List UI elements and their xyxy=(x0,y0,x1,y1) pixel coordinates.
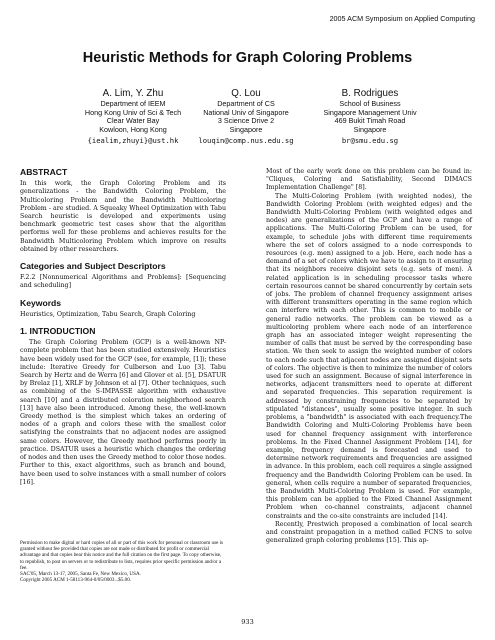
author-affiliation: Department of CS xyxy=(217,99,275,108)
paper-title: Heuristic Methods for Graph Coloring Problems xyxy=(82,50,413,66)
body-paragraph: Recently, Prestwich proposed a combination of local search and constraint propagation in a method called FCNS to solve generalized graph coloring problems [15]. This ap- xyxy=(266,520,472,545)
author-affiliation: Singapore Management Univ xyxy=(323,107,417,117)
abstract-heading: ABSTRACT xyxy=(20,167,68,177)
left-column xyxy=(20,168,226,487)
conference-header: 2005 ACM Symposium on Applied Computing xyxy=(329,14,475,23)
author-affiliation: 3 Science Drive 2 xyxy=(217,116,275,126)
author-email: br@smu.edu.sg xyxy=(341,136,399,146)
author-email: {iealim,zhuyi}@ust.hk xyxy=(87,136,179,146)
permission-notice xyxy=(20,540,226,583)
permission-text: Permission to make digital or hard copies of all or part of this work for personal or classroom use is granted without fee provided that copies are not made or distributed for profit or commercial advantage and that copies bear this notice and the full citation on the first page. To copy otherwise, to republish, to post on servers or to redistribute to lists, requires prior specific permission and/or a fee. xyxy=(20,540,223,571)
page-number: 933 xyxy=(241,618,254,626)
author-affiliation: National Univ of Singapore xyxy=(203,107,289,117)
author-affiliation: Clear Water Bay xyxy=(106,116,160,126)
author-block-3 xyxy=(285,88,455,146)
body-paragraph: The Multi-Coloring Problem (with weighted nodes), the Bandwidth Coloring Problem (with weighted edges) and the Bandwidth Multi-Coloring Problem (with weighted edges and nodes) are generalizations of the GCP and have a range of applications. The Multi-Coloring Problem can be used, for example, to schedule jobs with different time requirements where the set of colors assigned to a node corresponds to resources (e.g. men) assigned to a job. Here, each node has a demand of a set of colors which we have to assign to it ensuring that its neighbors receive disjoint sets (e.g. sets of men). A related application is in scheduling processor tasks where certain resources cannot be shared concurrently by certain sets of jobs. The problem of channel frequency assignment arises with different transmitters operating in the same region which can interfere with each other. This is common to mobile or general radio networks. The problem can be viewed as a multicoloring problem where each node of an interference graph has an associated integer weight representing the number of calls that must be served by the corresponding base station. We then seek to assign the weighted number of colors to each node such that adjacent nodes are assigned disjoint sets of colors. The objective is then to minimize the number of colors used for such an assignment. Because of signal interference in networks, adjacent transmitters need to operate at different and separated frequencies. This separation requirement is addressed by constraining frequencies to be separated by stipulated "distances", usually some positive integer. In such problems, a "bandwidth" is associated with each frequency.The Bandwidth Coloring and Multi-Coloring Problems have been used for channel frequency assignment with interference problems. In the Fixed Channel Assignment Problem [14], for example, frequency demand is forecasted and used to determine network requirements and frequencies are assigned in advance. In this problem, each cell requires a single assigned frequency and the Bandwidth Coloring Problem can be used. In general, when cells require a number of separated frequencies, the Bandwidth Multi-Coloring Problem is used. For example, this problem can be applied to the Fixed Channel Assignment Problem when co-channel constraints, adjacent channel constraints and the co-site constraints are included [14]. xyxy=(266,192,473,520)
categories-heading: Categories and Subject Descriptors xyxy=(20,261,166,272)
author-affiliation: School of Business xyxy=(339,99,401,108)
copyright-text: Copyright 2005 ACM 1-58113-964-0/05/0003...$5.00. xyxy=(20,577,132,584)
author-affiliation: Singapore xyxy=(229,124,263,134)
author-name: B. Rodrigues xyxy=(341,88,399,99)
author-name: A. Lim, Y. Zhu xyxy=(102,88,164,99)
right-column xyxy=(266,168,472,545)
author-email: louqin@comp.nus.edu.sg xyxy=(198,136,294,146)
keywords-heading: Keywords xyxy=(20,297,62,308)
author-affiliation: Kowloon, Hong Kong xyxy=(99,124,167,134)
introduction-heading: 1. INTRODUCTION xyxy=(20,326,96,337)
author-affiliation: Hong Kong Univ of Sci & Tech xyxy=(84,107,182,117)
author-affiliation: Singapore xyxy=(353,124,387,134)
abstract-text: In this work, the Graph Coloring Problem and its generalizations - the Bandwidth Coloring Problem, the Multicoloring Problem and the Bandwidth Multicoloring Problem - are studied. A Squeaky Wheel Optimization with Tabu Search heuristic is developed and experiments using benchmark geometric test cases show that the algorithm performs well for these problems and achieves results for the Bandwidth Multicoloring Problem which improve on results obtained by other researchers. xyxy=(20,180,226,253)
introduction-text: The Graph Coloring Problem (GCP) is a well-known NP-complete problem that has been studied extensively. Heuristics have been widely used for the GCP (see, for example, [1]); these include: Iterative Greedy for Culberson and Luo [3]. Tabu Search by Hertz and de Werra [6] and Glover et al. [5], DSATUR by Brelaz [1], XRLF by Johnson et al [7]. Other techniques, such as combining of the S-IMPASSE algorithm with exhaustive search [10] and a distributed coloration neighborhood search [13] have also been introduced. Among these, the well-known Greedy method is the simplest which takes an ordering of nodes of a graph and colors these with the smallest color satisfying the constraints that no adjacent nodes are assigned same colors. However, the Greedy method performs poorly in practice. DSATUR uses a heuristic which changes the ordering of nodes and then uses the Greedy method to color those nodes. Further to this, exact algorithms, such as branch and bound, have been used to solve instances with a small number of colors [16]. xyxy=(20,339,226,486)
author-name: Q. Lou xyxy=(231,88,261,99)
body-paragraph: Most of the early work done on this problem can be found in: "Cliques, Coloring and Satisfiability, Second DIMACS Implementation Challenge" [8]. xyxy=(266,168,472,192)
author-affiliation: Department of IEEM xyxy=(100,99,166,108)
author-affiliation: 469 Bukit Timah Road xyxy=(334,116,406,126)
keywords-text: Heuristics, Optimization, Tabu Search, Graph Coloring xyxy=(20,310,196,318)
venue-text: SAC'05, March 13-17, 2005, Santa Fe, New Mexico, USA. xyxy=(20,571,141,578)
categories-text: F.2.2 [Nonnumerical Algorithms and Problems]: [Sequencing and scheduling] xyxy=(20,274,226,290)
